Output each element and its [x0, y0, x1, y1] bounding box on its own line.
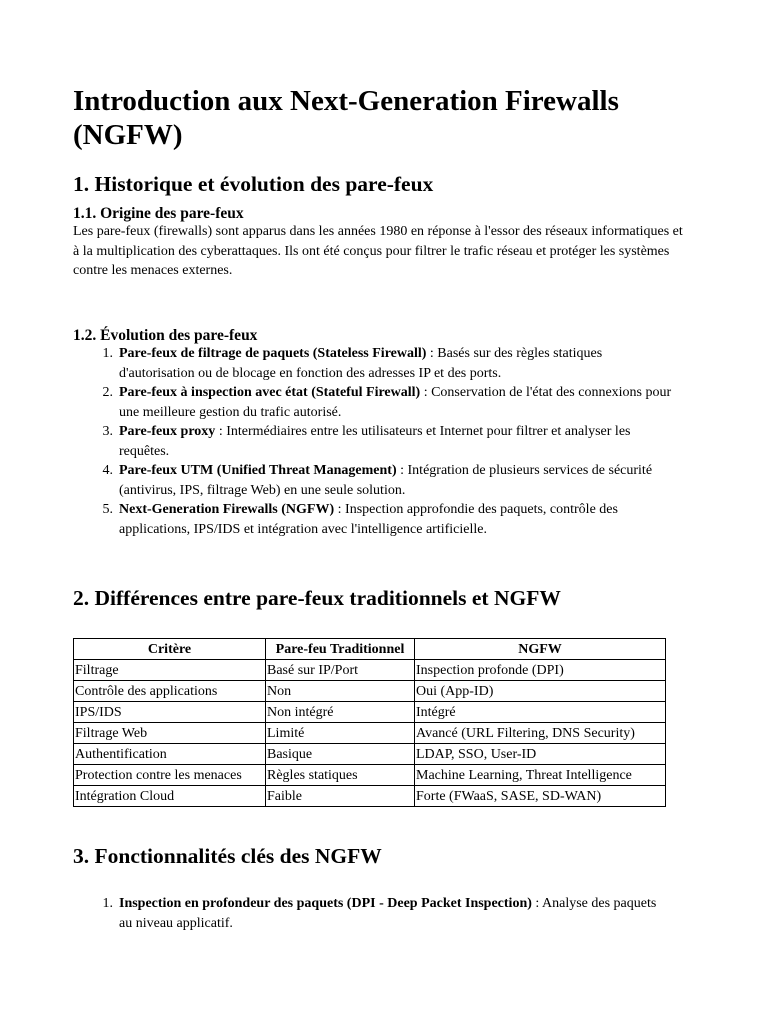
column-header: NGFW — [415, 639, 666, 660]
list-item-text: : Basés sur des règles statiques d'autorisation ou de blocage en fonction des adresses IP et des ports. — [119, 346, 603, 381]
table-cell: Intégration Cloud — [74, 786, 266, 807]
table-cell: Authentification — [74, 744, 266, 765]
table-cell: Basé sur IP/Port — [266, 660, 415, 681]
list-item — [73, 461, 673, 500]
list-item-term: Pare-feux à inspection avec état (Stateful Firewall) — [119, 385, 421, 400]
table-cell: Forte (FWaaS, SASE, SD-WAN) — [415, 786, 666, 807]
table-cell: Oui (App-ID) — [415, 681, 666, 702]
table-row — [74, 786, 666, 807]
table-header-row — [74, 639, 666, 660]
table-row — [74, 723, 666, 744]
subsection-1-1-paragraph: Les pare-feux (firewalls) sont apparus dans les années 1980 en réponse à l'essor des réseaux informatiques et à la multiplication des cyberattaques. Ils ont été conçus pour filtrer le trafic réseau et protéger les systèmes contre les menaces externes. — [73, 224, 683, 278]
evolution-list — [73, 344, 673, 539]
table-cell: LDAP, SSO, User-ID — [415, 744, 666, 765]
list-item-term: Next-Generation Firewalls (NGFW) — [119, 502, 335, 517]
list-item — [73, 344, 673, 383]
table-cell: Machine Learning, Threat Intelligence — [415, 765, 666, 786]
list-item-text: : Intermédiaires entre les utilisateurs et Internet pour filtrer et analyser les requêtes. — [119, 424, 631, 459]
list-item-term: Pare-feux de filtrage de paquets (Stateless Firewall) — [119, 346, 427, 361]
list-item — [73, 422, 673, 461]
table-cell: Intégré — [415, 702, 666, 723]
table-cell: IPS/IDS — [74, 702, 266, 723]
table-cell: Faible — [266, 786, 415, 807]
list-item — [73, 383, 673, 422]
list-item-text: : Analyse des paquets au niveau applicatif. — [119, 896, 657, 931]
table-row — [74, 765, 666, 786]
list-item-term: Pare-feux UTM (Unified Threat Management) — [119, 463, 397, 478]
section-2-heading: 2. Différences entre pare-feux traditionnels et NGFW — [73, 586, 561, 610]
table-row — [74, 702, 666, 723]
table-cell: Avancé (URL Filtering, DNS Security) — [415, 723, 666, 744]
table-cell: Filtrage — [74, 660, 266, 681]
table-cell: Non — [266, 681, 415, 702]
list-number: 3. — [102, 424, 113, 439]
document-title: Introduction aux Next-Generation Firewalls (NGFW) — [73, 85, 619, 151]
list-number: 1. — [102, 896, 113, 911]
column-header: Critère — [74, 639, 266, 660]
table-cell: Limité — [266, 723, 415, 744]
column-header: Pare-feu Traditionnel — [266, 639, 415, 660]
table-cell: Règles statiques — [266, 765, 415, 786]
list-item-text: : Inspection approfondie des paquets, contrôle des applications, IPS/IDS et intégration avec l'intelligence artificielle. — [119, 502, 618, 537]
table-cell: Contrôle des applications — [74, 681, 266, 702]
list-item-term: Inspection en profondeur des paquets (DPI - Deep Packet Inspection) — [119, 896, 532, 911]
table-cell: Non intégré — [266, 702, 415, 723]
table-cell: Protection contre les menaces — [74, 765, 266, 786]
table-cell: Filtrage Web — [74, 723, 266, 744]
table-cell: Inspection profonde (DPI) — [415, 660, 666, 681]
list-item-term: Pare-feux proxy — [119, 424, 216, 439]
list-number: 2. — [102, 385, 113, 400]
section-1-heading: 1. Historique et évolution des pare-feux — [73, 172, 434, 196]
subsection-1-2-heading: 1.2. Évolution des pare-feux — [73, 327, 258, 344]
list-item — [73, 894, 673, 933]
features-list — [73, 894, 673, 933]
table-row — [74, 660, 666, 681]
list-item-text: : Conservation de l'état des connexions pour une meilleure gestion du trafic autorisé. — [119, 385, 672, 420]
list-number: 5. — [102, 502, 113, 517]
section-3-heading: 3. Fonctionnalités clés des NGFW — [73, 844, 382, 868]
subsection-1-1-heading: 1.1. Origine des pare-feux — [73, 205, 244, 222]
table-row — [74, 744, 666, 765]
table-cell: Basique — [266, 744, 415, 765]
table-row — [74, 681, 666, 702]
list-number: 1. — [102, 346, 113, 361]
list-item — [73, 500, 673, 539]
list-number: 4. — [102, 463, 113, 478]
comparison-table — [73, 638, 666, 807]
list-item-text: : Intégration de plusieurs services de sécurité (antivirus, IPS, filtrage Web) en une seule solution. — [119, 463, 653, 498]
